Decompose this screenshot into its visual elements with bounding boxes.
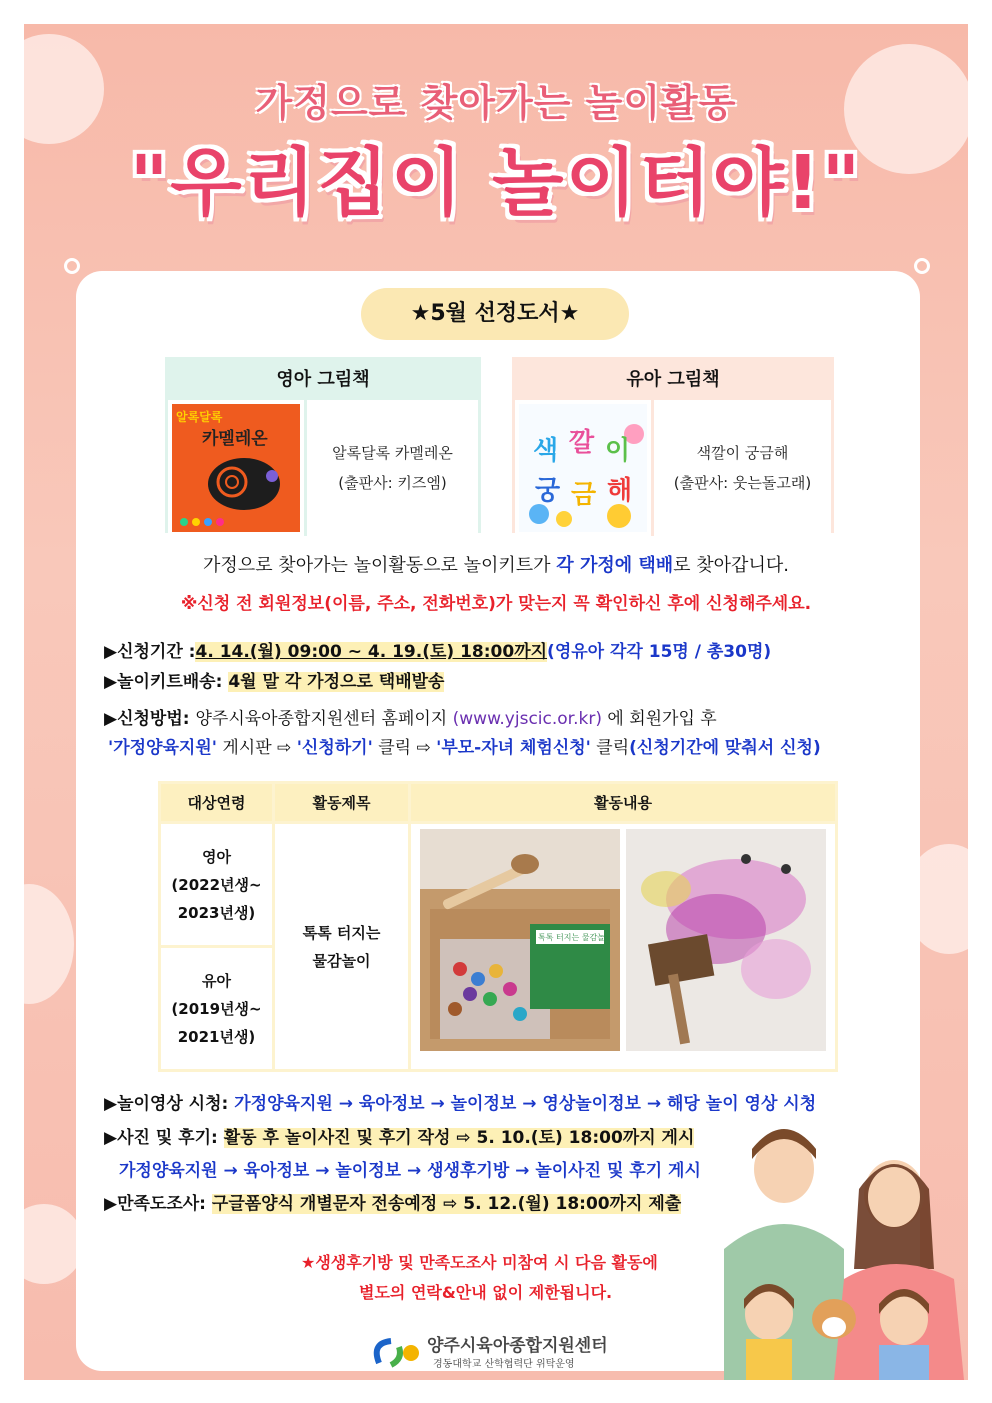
application-method: ▶신청방법: 양주시육아종합지원센터 홈페이지 (www.yjscic.or.kr) 에 회원가입 후 [104,709,717,729]
header-content: 활동내용 [410,783,837,823]
application-steps: '가정양육지원' 게시판 ⇨ '신청하기' 클릭 ⇨ '부모-자녀 체험신청' 클릭(신청기간에 맞춰서 신청) [108,738,821,758]
kit-delivery: ▶놀이키트배송: 4월 말 각 가정으로 택배발송 [104,672,445,692]
cover-char: 이 [605,436,631,466]
toddler-book-publisher: (출판사: 웃는돌고래) [673,474,812,492]
play-kit-photo [420,829,620,1051]
center-name: 양주시육아종합지원센터 [427,1336,608,1356]
infant-book-publisher: (출판사: 키즈엠) [338,474,447,492]
paint-splash-illustration [626,829,826,1051]
flower-decoration [24,1204,84,1284]
review-path: 가정양육지원 → 육아정보 → 놀이정보 → 생생후기방 → 놀이사진 및 후기 게시 [119,1161,701,1181]
participation-warning-2: 별도의 연락&안내 없이 제한됩니다. [359,1283,613,1302]
cover-char: 깔 [569,428,595,458]
paint-play-photo [626,829,826,1051]
selected-books-badge: ★5월 선정도서★ [361,288,629,340]
video-viewing: ▶놀이영상 시청: 가정양육지원 → 육아정보 → 놀이정보 → 영상놀이정보 → 해당 놀이 영상 시청 [104,1094,817,1114]
family-icon [714,1109,968,1380]
satisfaction-survey: ▶만족도조사: 구글폼양식 개별문자 전송예정 ⇨ 5. 12.(월) 18:00까지 제출 [104,1194,682,1214]
toddler-book-title: 색깔이 궁금해 [696,444,789,462]
cover-char: 해 [607,476,633,506]
homepage-link[interactable]: (www.yjscic.or.kr) [452,709,602,729]
cover-title: 카멜레온 [202,429,268,449]
flower-decoration [24,884,74,1004]
age-toddler: 유아 (2019년생~ 2021년생) [160,947,274,1071]
card-pin [64,258,80,274]
application-period: ▶신청기간 :4. 14.(월) 09:00 ~ 4. 19.(토) 18:00까지(영유아 각각 15명 / 총30명) [104,642,772,662]
cover-char: 색 [533,436,559,466]
age-infant: 영아 (2022년생~ 2023년생) [160,823,274,947]
center-operator: 경동대학교 산학협력단 위탁운영 [433,1359,575,1370]
chameleon-book-cover [172,404,300,532]
logo-icon [369,1333,423,1373]
cover-char: 금 [571,480,597,510]
header-title: 활동제목 [274,783,410,823]
cover-small-title: 알록달록 [176,410,223,424]
cover-char: 궁 [535,476,561,506]
color-book-cover [519,404,647,532]
header-age: 대상연령 [160,783,274,823]
activity-title: 톡톡 터지는 물감놀이 [274,823,410,1071]
toddler-book-box [512,357,834,533]
poster-title: "우리집이 놀이터야!" [129,140,863,226]
toddler-book-heading: 유아 그림책 [515,360,831,400]
family-illustration [714,1109,968,1380]
infant-book-heading: 영아 그림책 [168,360,478,400]
notice-line: 가정으로 찾아가는 놀이활동으로 놀이키트가 각 가정에 택배로 찾아갑니다. [203,555,789,576]
delivery-highlight: 각 가정에 택배 [556,555,674,576]
infant-book-title: 알록달록 카멜레온 [332,444,453,462]
center-logo [369,1331,629,1375]
infant-book-box [165,357,481,533]
photo-review: ▶사진 및 후기: 활동 후 놀이사진 및 후기 작성 ⇨ 5. 10.(토) 18:00까지 게시 [104,1128,695,1148]
participation-warning-1: ★생생후기방 및 만족도조사 미참여 시 다음 활동에 [301,1253,658,1272]
card-pin [914,258,930,274]
chameleon-icon [172,404,300,532]
member-info-warning: ※신청 전 회원정보(이름, 주소, 전화번호)가 맞는지 꼭 확인하신 후에 신청해주세요. [180,594,812,614]
kit-booklet-label: 톡톡 터지는 물감놀 [538,933,605,942]
poster-background [24,24,968,1380]
poster-subtitle: 가정으로 찾아가는 놀이활동 [255,81,737,125]
